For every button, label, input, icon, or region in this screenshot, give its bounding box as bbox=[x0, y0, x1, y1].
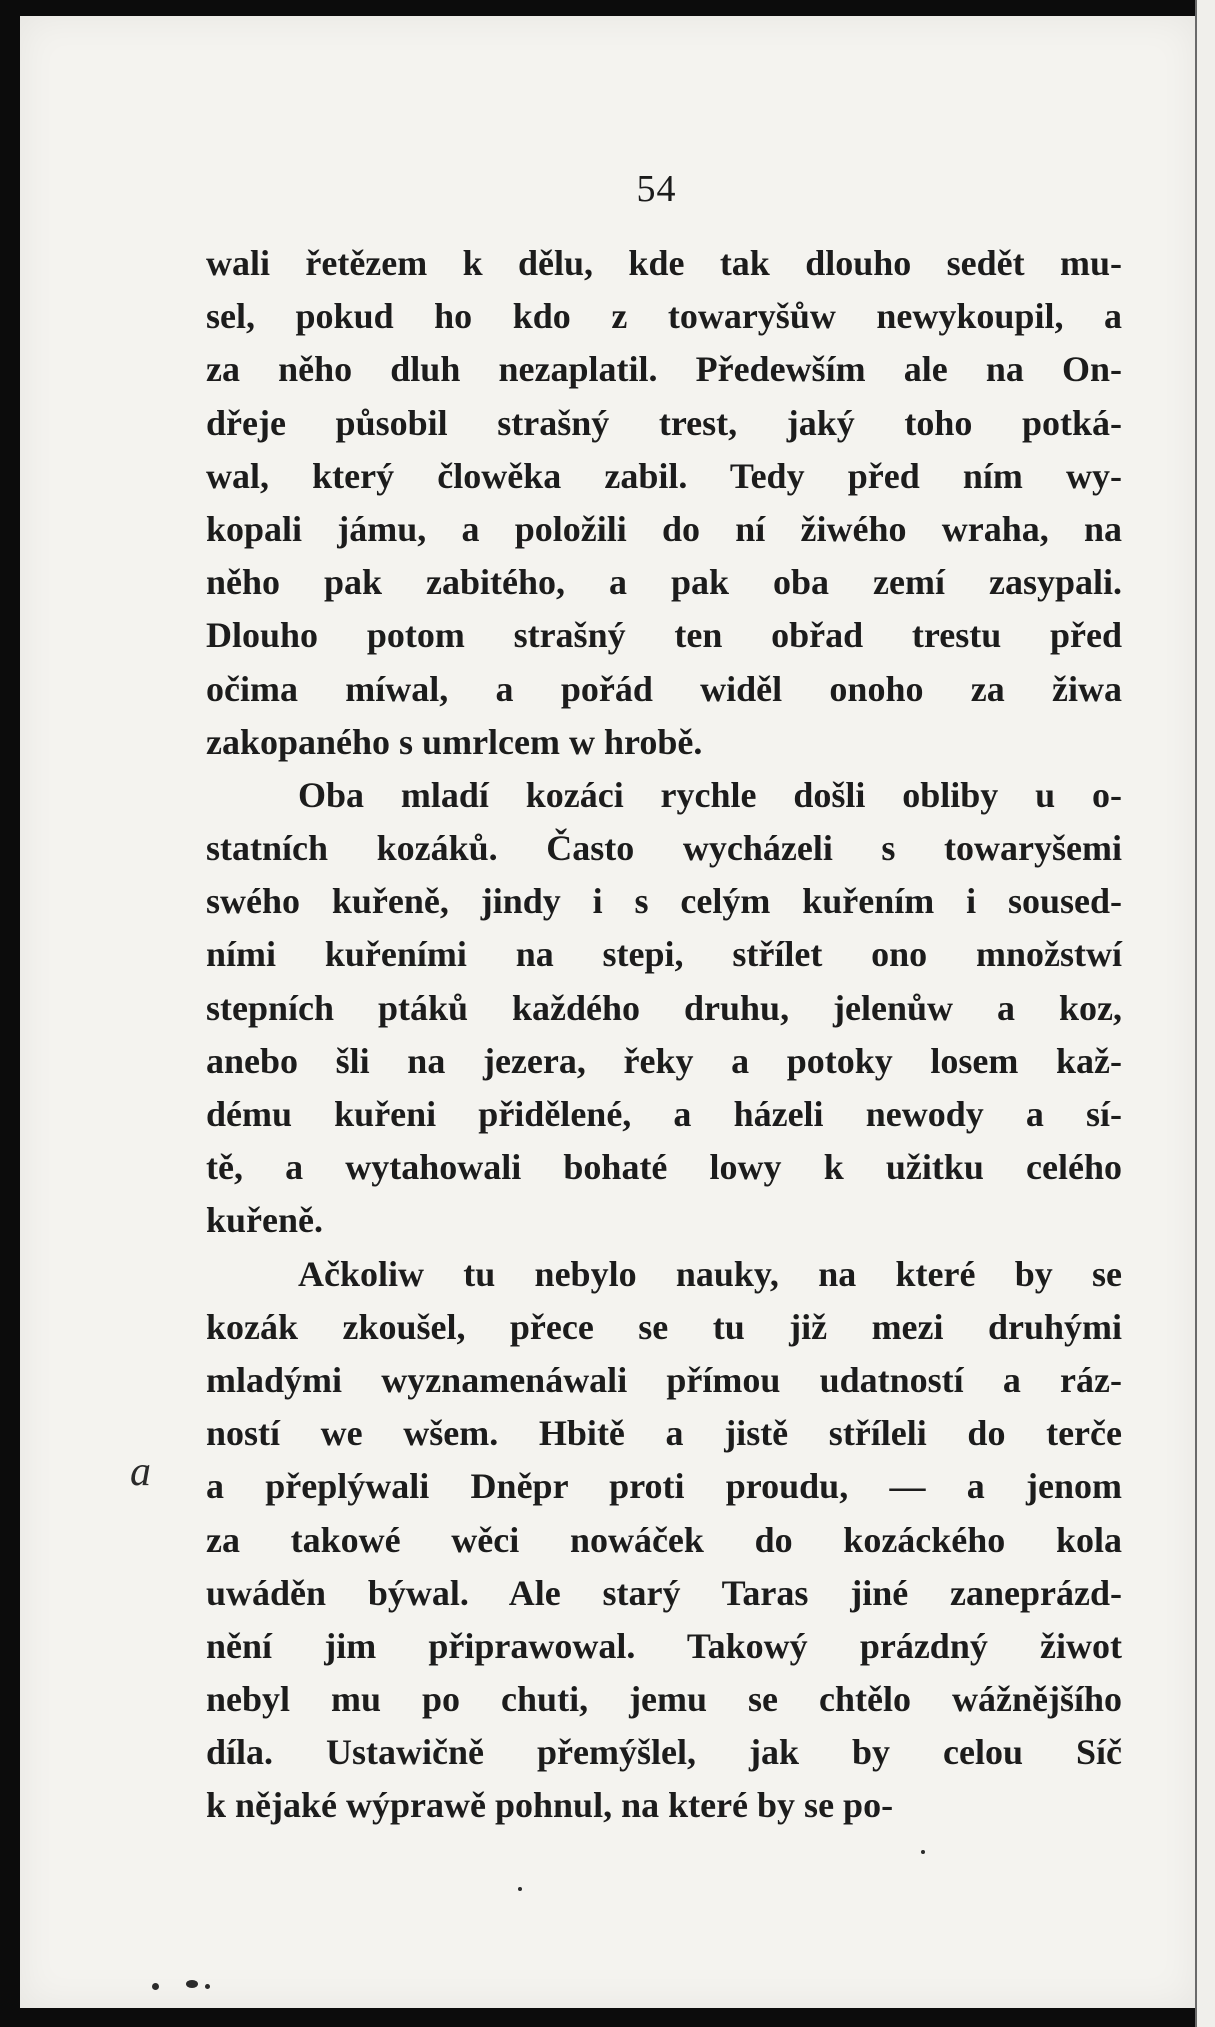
text-line: swého kuřeně, jindy i s celým kuřením i soused- bbox=[206, 881, 1122, 922]
text-line: díla. Ustawičně přemýšlel, jak by celou Síč bbox=[206, 1732, 1122, 1773]
text-line: mladými wyznamenáwali přímou udatností a ráz- bbox=[206, 1359, 1122, 1400]
text-line: dřeje působil strašný trest, jaký toho potká- bbox=[206, 402, 1122, 443]
text-line: ními kuřeními na stepi, střílet ono množstwí bbox=[206, 934, 1122, 975]
text-line: nebyl mu po chuti, jemu se chtělo wážnějšího bbox=[206, 1679, 1122, 1720]
text-line: Oba mladí kozáci rychle došli obliby u o- bbox=[298, 774, 1122, 815]
text-line: kopali jámu, a položili do ní žiwého wraha, na bbox=[206, 508, 1122, 549]
text-line: k nějaké wýprawě pohnul, na které by se po- bbox=[206, 1785, 894, 1826]
text-line: tě, a wytahowali bohaté lowy k užitku celého bbox=[206, 1147, 1122, 1188]
text-line: Dlouho potom strašný ten obřad trestu před bbox=[206, 615, 1122, 656]
text-line: za něho dluh nezaplatil. Předewším ale na On- bbox=[206, 349, 1122, 390]
text-line: nění jim připrawowal. Takowý prázdný žiwot bbox=[206, 1625, 1122, 1666]
ink-speck bbox=[152, 1983, 159, 1990]
next-page-edge bbox=[1195, 0, 1215, 2027]
text-line: něho pak zabitého, a pak oba zemí zasypali. bbox=[206, 562, 1122, 603]
text-line: zakopaného s umrlcem w hrobě. bbox=[206, 721, 703, 762]
text-line: za takowé wěci nowáček do kozáckého kola bbox=[206, 1519, 1122, 1560]
text-line: kuřeně. bbox=[206, 1200, 323, 1241]
handwritten-margin-note: a bbox=[130, 1449, 151, 1495]
ink-speck bbox=[921, 1850, 925, 1854]
text-line: Ačkoliw tu nebylo nauky, na které by se bbox=[298, 1253, 1122, 1294]
ink-speck bbox=[186, 1980, 198, 1988]
text-line: anebo šli na jezera, řeky a potoky losem kaž- bbox=[206, 1040, 1122, 1081]
text-line: kozák zkoušel, přece se tu již mezi druhými bbox=[206, 1306, 1122, 1347]
text-line: sel, pokud ho kdo z towaryšůw newykoupil, a bbox=[206, 296, 1122, 337]
text-line: ností we wšem. Hbitě a jistě stříleli do terče bbox=[206, 1413, 1122, 1454]
ink-speck bbox=[518, 1887, 522, 1891]
text-line: stepních ptáků každého druhu, jelenůw a koz, bbox=[206, 987, 1122, 1028]
page-number: 54 bbox=[636, 168, 677, 210]
body-text bbox=[206, 237, 1122, 1833]
text-line: wal, který člowěka zabil. Tedy před ním wy- bbox=[206, 455, 1122, 496]
text-line: a přeplýwali Dněpr proti proudu, — a jenom bbox=[206, 1466, 1122, 1507]
ink-speck bbox=[205, 1984, 210, 1989]
text-line: statních kozáků. Často wycházeli s towaryšemi bbox=[206, 828, 1122, 869]
text-line: dému kuřeni přidělené, a házeli newody a sí- bbox=[206, 1094, 1122, 1134]
text-line: očima míwal, a pořád widěl onoho za žiwa bbox=[206, 668, 1122, 709]
text-line: uwáděn býwal. Ale starý Taras jiné zaneprázd- bbox=[206, 1572, 1122, 1613]
text-line: wali řetězem k dělu, kde tak dlouho sedět mu- bbox=[206, 243, 1122, 283]
